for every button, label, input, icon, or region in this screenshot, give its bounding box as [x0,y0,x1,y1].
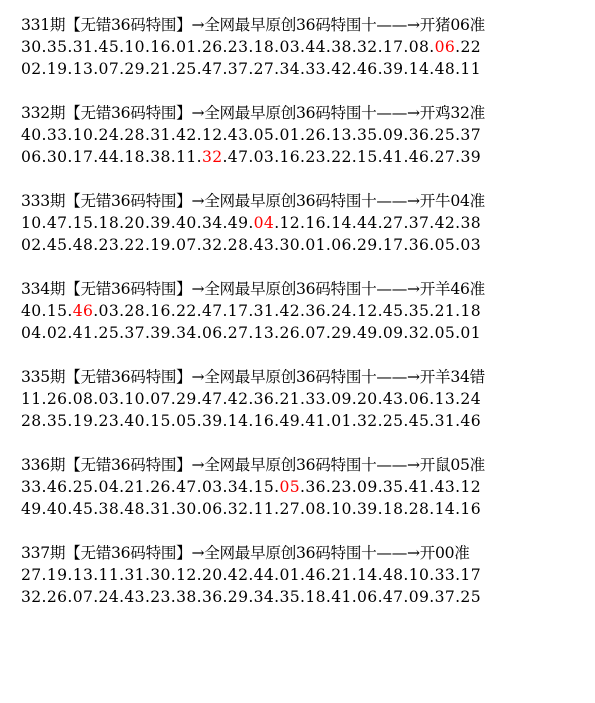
period-header: 332期【无错36码特围】→全网最早原创36码特围十——→开鸡32准 [21,104,485,122]
number-line [21,146,591,168]
number-line [21,36,591,58]
period-block-332 [21,102,591,168]
hit-number: 46 [72,302,94,320]
hit-number: 04 [253,214,275,232]
number-line [21,564,591,586]
hit-number: 05 [279,478,301,496]
number-text: 30.35.31.45.10.16.01.26.23.18.03.44.38.32.17.08. [21,38,435,56]
number-text: .03.28.16.22.47.17.31.42.36.24.12.45.35.21.18 [93,302,481,320]
number-text: 02.19.13.07.29.21.25.47.37.27.34.33.42.46.39.14.48.11 [21,60,481,78]
period-block-331 [21,14,591,80]
number-line [21,410,591,432]
period-block-335 [21,366,591,432]
number-text: .36.23.09.35.41.43.12 [300,478,481,496]
period-block-333 [21,190,591,256]
number-line [21,498,591,520]
period-header: 331期【无错36码特围】→全网最早原创36码特围十——→开猪06准 [21,16,485,34]
number-line [21,388,591,410]
number-line [21,124,591,146]
number-text: .12.16.14.44.27.37.42.38 [274,214,481,232]
period-header: 336期【无错36码特围】→全网最早原创36码特围十——→开鼠05准 [21,456,485,474]
period-block-337 [21,542,591,608]
number-text: 49.40.45.38.48.31.30.06.32.11.27.08.10.39.18.28.14.16 [21,500,481,518]
period-header: 333期【无错36码特围】→全网最早原创36码特围十——→开牛04准 [21,192,485,210]
number-line [21,234,591,256]
number-text: 32.26.07.24.43.23.38.36.29.34.35.18.41.06.47.09.37.25 [21,588,481,606]
number-text: 40.33.10.24.28.31.42.12.43.05.01.26.13.35.09.36.25.37 [21,126,481,144]
hit-number: 32 [201,148,223,166]
number-text: 10.47.15.18.20.39.40.34.49. [21,214,254,232]
number-text: 11.26.08.03.10.07.29.47.42.36.21.33.09.20.43.06.13.24 [21,390,481,408]
period-block-334 [21,278,591,344]
number-line [21,322,591,344]
prediction-document [21,14,591,630]
period-header: 335期【无错36码特围】→全网最早原创36码特围十——→开羊34错 [21,368,485,386]
number-text: 06.30.17.44.18.38.11. [21,148,202,166]
number-text: 33.46.25.04.21.26.47.03.34.15. [21,478,280,496]
number-text: 04.02.41.25.37.39.34.06.27.13.26.07.29.49.09.32.05.01 [21,324,481,342]
number-line [21,300,591,322]
number-text: .22 [455,38,481,56]
number-text: 40.15. [21,302,73,320]
number-text: 28.35.19.23.40.15.05.39.14.16.49.41.01.32.25.45.31.46 [21,412,481,430]
period-header: 337期【无错36码特围】→全网最早原创36码特围十——→开00准 [21,544,470,562]
number-line [21,586,591,608]
number-text: 27.19.13.11.31.30.12.20.42.44.01.46.21.14.48.10.33.17 [21,566,481,584]
period-header: 334期【无错36码特围】→全网最早原创36码特围十——→开羊46准 [21,280,485,298]
number-text: 02.45.48.23.22.19.07.32.28.43.30.01.06.29.17.36.05.03 [21,236,481,254]
number-line [21,212,591,234]
hit-number: 06 [434,38,456,56]
period-block-336 [21,454,591,520]
number-line [21,58,591,80]
number-line [21,476,591,498]
number-text: .47.03.16.23.22.15.41.46.27.39 [222,148,481,166]
